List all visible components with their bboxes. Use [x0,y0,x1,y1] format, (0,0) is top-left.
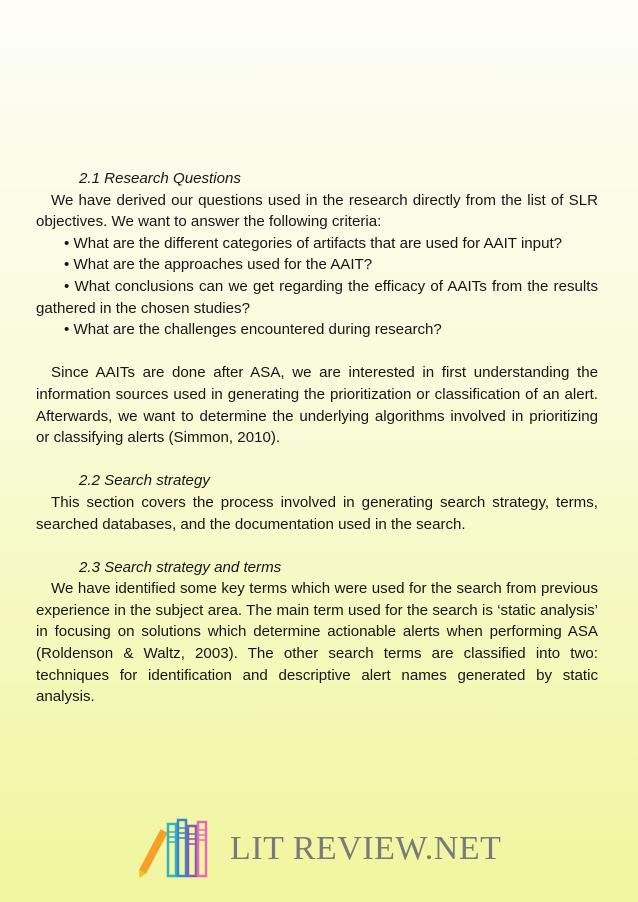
bullet-item: • What conclusions can we get regarding the efficacy of AAITs from the results gathered in the chosen studies? [36,277,598,317]
search-strategy-paragraph: This section covers the process involved in generating search strategy, terms, searched databases, and the documentation used in the search. [36,493,598,533]
section-heading-search-terms: 2.3 Search strategy and terms [79,558,282,576]
research-questions-paragraph: Since AAITs are done after ASA, we are interested in first understanding the information sources used in generating the prioritization or classification of an alert. Afterwards, we want to determine the underlying algorithms involved in prioritizing or classifying alerts (Simmon, 2010). [36,364,598,447]
section-heading-search-strategy: 2.2 Search strategy [79,472,210,490]
document-body [36,168,598,708]
research-questions-intro: We have derived our questions used in the research directly from the list of SLR objectives. We want to answer the following criteria: [36,191,598,231]
books-icon [138,818,218,882]
bullet-item: • What are the approaches used for the AAIT? [64,256,373,274]
litreview-logo [138,818,502,882]
section-heading-research-questions: 2.1 Research Questions [79,170,241,187]
bullet-item: • What are the challenges encountered during research? [64,321,442,339]
logo-text: LIT REVIEW.NET [230,830,502,867]
bullet-item: • What are the different categories of artifacts that are used for AAIT input? [64,234,563,252]
search-terms-paragraph: We have identified some key terms which were used for the search from previous experience in the subject area. The main term used for the search is ‘static analysis’ in focusing on solutions which determine actionable alerts when performing ASA (Roldenson & Waltz, 2003). The other search terms are classified into two: techniques for identification and descriptive alert names generated by static analysis. [36,580,598,706]
